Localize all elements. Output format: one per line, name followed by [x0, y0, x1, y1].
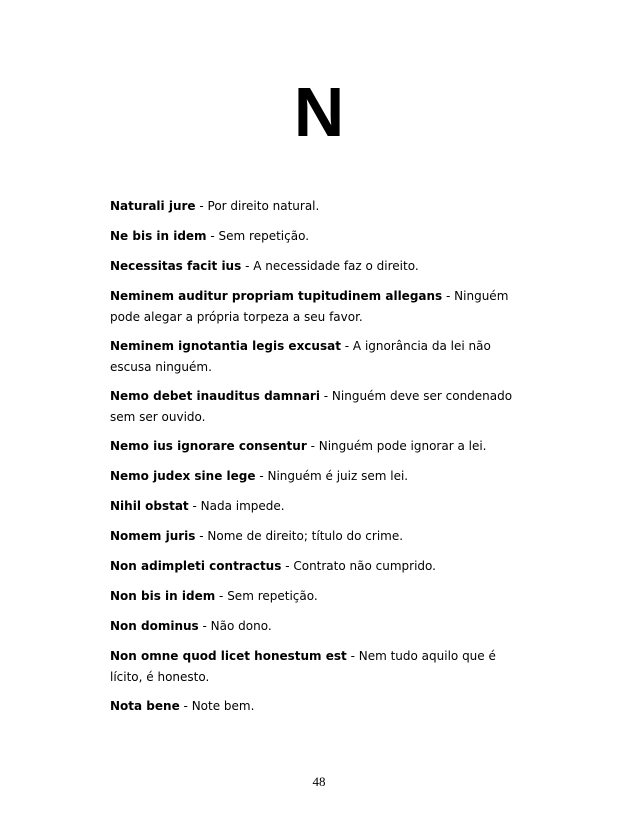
- glossary-definition: Sem repetição.: [218, 229, 310, 243]
- glossary-list: [110, 196, 520, 726]
- glossary-definition: Sem repetição.: [227, 589, 318, 603]
- glossary-term: Non adimpleti contractus: [110, 559, 282, 573]
- term-separator: -: [319, 389, 332, 403]
- glossary-term: Naturali jure: [110, 199, 196, 213]
- term-separator: -: [206, 229, 219, 243]
- glossary-definition: Note bem.: [191, 699, 255, 713]
- glossary-term: Nemo debet inauditus damnari: [110, 389, 320, 403]
- glossary-term: Ne bis in idem: [110, 229, 207, 243]
- term-separator: -: [198, 619, 211, 633]
- glossary-term: Nomem juris: [110, 529, 196, 543]
- glossary-term: Nihil obstat: [110, 499, 189, 513]
- glossary-entry: [110, 436, 520, 457]
- glossary-definition: A necessidade faz o direito.: [253, 259, 419, 273]
- glossary-entry: [110, 466, 520, 487]
- glossary-term: Neminem ignotantia legis excusat: [110, 339, 341, 353]
- term-separator: -: [195, 529, 208, 543]
- glossary-definition: Ninguém pode ignorar a lei.: [318, 439, 487, 453]
- glossary-entry: [110, 496, 520, 517]
- glossary-entry: [110, 646, 520, 688]
- term-separator: -: [179, 699, 192, 713]
- glossary-definition: Ninguém pode alegar a própria torpeza a seu favor.: [110, 289, 509, 324]
- term-separator: -: [255, 469, 268, 483]
- term-separator: -: [346, 649, 359, 663]
- glossary-entry: [110, 696, 520, 717]
- term-separator: -: [188, 499, 201, 513]
- glossary-entry: [110, 556, 520, 577]
- glossary-term: Nemo ius ignorare consentur: [110, 439, 307, 453]
- term-separator: -: [340, 339, 353, 353]
- glossary-definition: Nome de direito; título do crime.: [207, 529, 404, 543]
- glossary-definition: Ninguém deve ser condenado sem ser ouvido.: [110, 389, 513, 424]
- glossary-entry: [110, 386, 520, 428]
- glossary-term: Non dominus: [110, 619, 199, 633]
- glossary-term: Non omne quod licet honestum est: [110, 649, 347, 663]
- glossary-entry: [110, 286, 520, 328]
- glossary-term: Neminem auditur propriam tupitudinem allegans: [110, 289, 443, 303]
- glossary-entry: [110, 616, 520, 637]
- glossary-entry: [110, 226, 520, 247]
- glossary-definition: Nem tudo aquilo que é lícito, é honesto.: [110, 649, 496, 684]
- glossary-definition: Por direito natural.: [207, 199, 320, 213]
- glossary-term: Nota bene: [110, 699, 180, 713]
- page-number: 48: [312, 774, 326, 789]
- glossary-definition: Não dono.: [210, 619, 272, 633]
- glossary-term: Nemo judex sine lege: [110, 469, 256, 483]
- glossary-definition: Contrato não cumprido.: [293, 559, 436, 573]
- glossary-definition: Ninguém é juiz sem lei.: [267, 469, 409, 483]
- section-letter-heading: N: [293, 73, 345, 151]
- glossary-entry: [110, 586, 520, 607]
- term-separator: -: [195, 199, 208, 213]
- glossary-entry: [110, 336, 520, 378]
- glossary-definition: Nada impede.: [200, 499, 285, 513]
- glossary-definition: A ignorância da lei não escusa ninguém.: [110, 339, 491, 374]
- term-separator: -: [442, 289, 455, 303]
- glossary-entry: [110, 196, 520, 217]
- glossary-term: Necessitas facit ius: [110, 259, 242, 273]
- glossary-entry: [110, 526, 520, 547]
- glossary-term: Non bis in idem: [110, 589, 216, 603]
- term-separator: -: [241, 259, 254, 273]
- term-separator: -: [281, 559, 294, 573]
- term-separator: -: [215, 589, 228, 603]
- glossary-entry: [110, 256, 520, 277]
- term-separator: -: [306, 439, 319, 453]
